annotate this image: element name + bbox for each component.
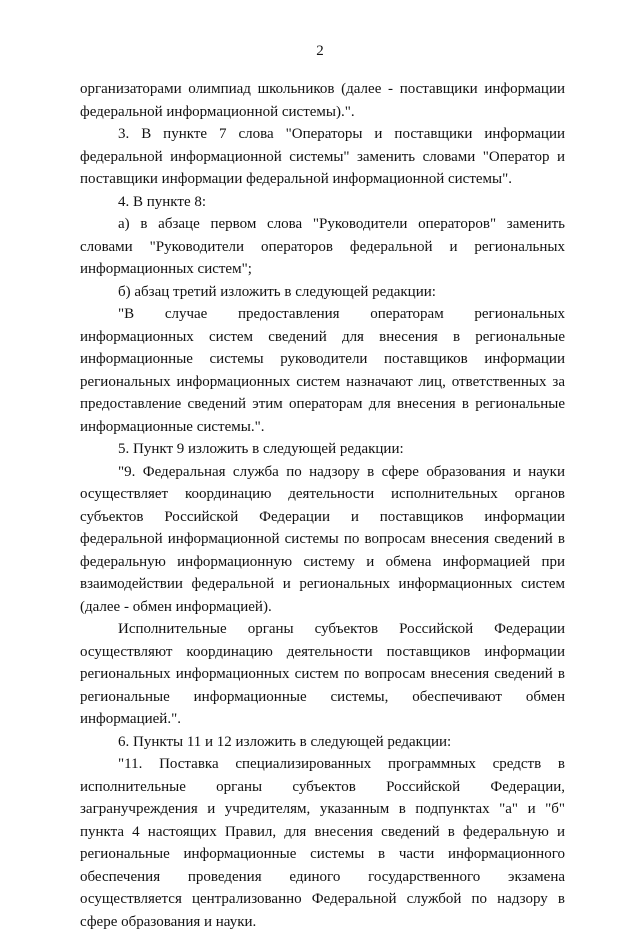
- paragraph-quote-third-abzac: "В случае предоставления операторам региональных информационных систем сведений для внесения в региональные информационные системы руководители поставщиков информации региональных информационных систем назначают лиц, ответственных за предоставление сведений этим операторам для внесения в региональные информационные системы.".: [80, 306, 565, 435]
- paragraph-executive-bodies: Исполнительные органы субъектов Российской Федерации осуществляют координацию деятельности поставщиков информации региональных информационных систем по вопросам внесения сведений в региональные информационные системы, обеспечивают обмен информацией.".: [80, 621, 565, 727]
- paragraph-item-3: 3. В пункте 7 слова "Операторы и поставщики информации федеральной информационной системы" заменить словами "Оператор и поставщики информации федеральной информационной системы".: [80, 126, 565, 187]
- paragraph-quote-point-11: "11. Поставка специализированных программных средств в исполнительные органы субъектов Российской Федерации, загранучреждения и учредителям, указанным в подпунктах "а" и "б" пункта 4 настоящих Правил, для внесения сведений в федеральную и региональные информационные системы в части информационного обеспечения проведения единого государственного экзамена осуществляется централизованно Федеральной службой по надзору в сфере образования и науки.: [80, 756, 565, 930]
- paragraph-subitem-a: а) в абзаце первом слова "Руководители операторов" заменить словами "Руководители операторов федеральной и региональных информационных систем";: [80, 216, 565, 277]
- paragraph-continuation: организаторами олимпиад школьников (далее - поставщики информации федеральной информационной системы).".: [80, 81, 565, 120]
- paragraph-item-4: 4. В пункте 8:: [118, 193, 207, 210]
- paragraph-item-5: 5. Пункт 9 изложить в следующей редакции:: [118, 441, 404, 457]
- page-number: 2: [316, 43, 324, 59]
- paragraph-quote-point-9: "9. Федеральная служба по надзору в сфере образования и науки осуществляет координацию деятельности исполнительных органов субъектов Российской Федерации и поставщиков информации федеральной информационной системы по вопросам внесения сведений в федеральную информационную систему и обмена информацией при взаимодействии федеральной и региональных информационных систем (далее - обмен информацией).: [80, 463, 565, 615]
- paragraph-subitem-b: б) абзац третий изложить в следующей редакции:: [118, 283, 436, 300]
- paragraph-item-6: 6. Пункты 11 и 12 изложить в следующей редакции:: [118, 733, 452, 750]
- document-body: [80, 78, 565, 933]
